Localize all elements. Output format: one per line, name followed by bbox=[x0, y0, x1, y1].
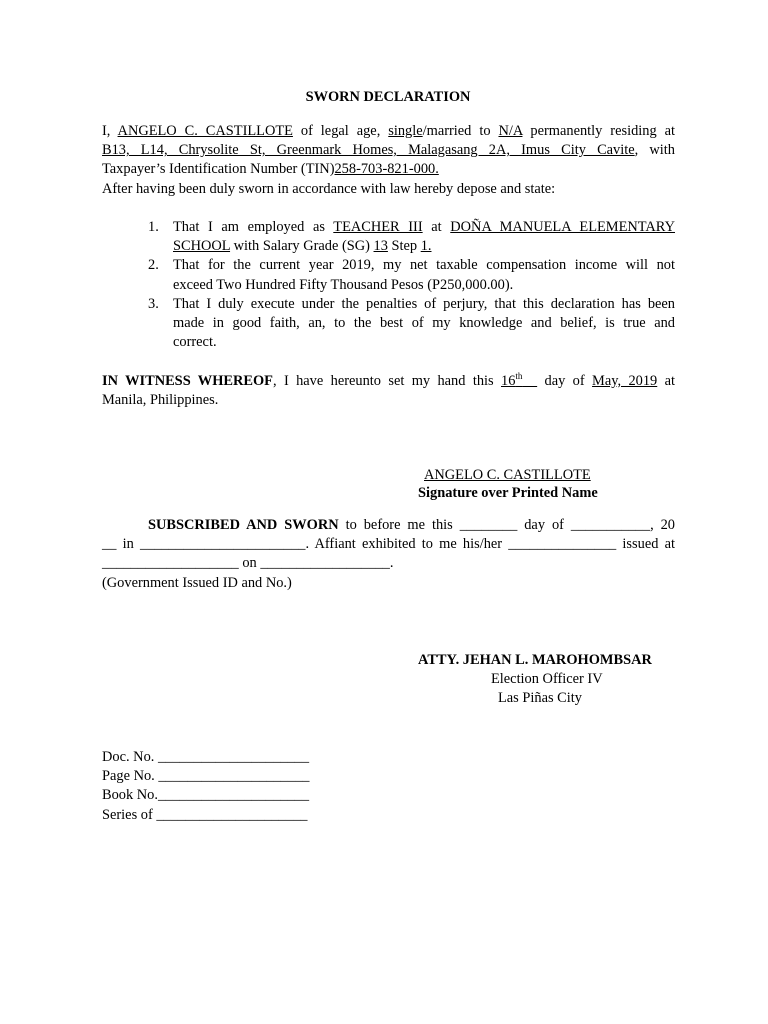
notary-city: Las Piñas City bbox=[498, 690, 582, 707]
list-item bbox=[102, 256, 675, 294]
item-text: Step bbox=[387, 238, 421, 255]
ledger-label: Series of bbox=[102, 806, 157, 823]
jurat-text: on bbox=[238, 555, 261, 572]
witness-day bbox=[501, 373, 537, 389]
day-number: 16 bbox=[501, 373, 516, 389]
spouse-name: N/A bbox=[498, 123, 523, 139]
school-name: SCHOOL bbox=[173, 238, 231, 255]
ledger-blank: _____________________ bbox=[156, 806, 308, 823]
jurat-text: , 20 bbox=[650, 517, 676, 533]
item-number: 2. bbox=[148, 257, 159, 274]
list-item bbox=[102, 218, 675, 256]
intro-text: Taxpayer’s Identification Number (TIN) bbox=[102, 161, 335, 178]
salary-step: 1. bbox=[420, 238, 432, 255]
day-suffix: th bbox=[515, 371, 523, 381]
witness-text: at bbox=[657, 373, 676, 389]
item-line bbox=[173, 237, 675, 256]
item-line: made in good faith, an, to the best of my knowledge and belief, is true and bbox=[173, 315, 675, 332]
item-number: 1. bbox=[148, 219, 159, 235]
ledger-row bbox=[102, 748, 342, 767]
intro-line-4: After having been duly sworn in accordance with law hereby depose and state: bbox=[102, 180, 556, 197]
item-line: correct. bbox=[173, 334, 217, 351]
witness-text: , I have hereunto set my hand this bbox=[272, 373, 501, 389]
document-title: SWORN DECLARATION bbox=[305, 89, 471, 105]
intro-paragraph bbox=[102, 122, 675, 199]
jurat-line-2 bbox=[102, 535, 675, 554]
witness-line-2: Manila, Philippines. bbox=[102, 392, 219, 409]
jurat-text: issued at bbox=[616, 536, 675, 553]
ledger-row bbox=[102, 786, 342, 805]
ledger-label: Doc. No. bbox=[102, 749, 158, 765]
item-line: That I duly execute under the penalties of perjury, that this declaration has been bbox=[173, 295, 675, 312]
item-line: exceed Two Hundred Fifty Thousand Pesos (P250,000.00). bbox=[173, 276, 514, 293]
notary-block bbox=[418, 651, 674, 709]
item-line: That for the current year 2019, my net taxable compensation income will not bbox=[173, 257, 675, 274]
witness-heading: IN WITNESS WHEREOF bbox=[102, 373, 273, 389]
intro-text: /married to bbox=[422, 123, 499, 139]
intro-text: , with bbox=[634, 142, 675, 159]
notary-name: ATTY. JEHAN L. MAROHOMBSAR bbox=[418, 652, 652, 668]
declaration-list bbox=[102, 218, 675, 352]
blank-id: _______________ bbox=[508, 536, 617, 553]
blank-day: ________ bbox=[459, 517, 518, 533]
witness-text: day of bbox=[537, 373, 593, 389]
declarant-name: ANGELO C. CASTILLOTE bbox=[117, 123, 293, 139]
list-item bbox=[102, 295, 675, 353]
tin-number: 258-703-821-000. bbox=[334, 161, 439, 178]
salary-grade: 13 bbox=[373, 238, 388, 255]
ledger-row bbox=[102, 806, 342, 825]
jurat-line-1 bbox=[102, 516, 675, 535]
item-number: 3. bbox=[148, 295, 159, 312]
intro-text: permanently residing at bbox=[522, 123, 675, 139]
ledger-blank: _____________________ bbox=[157, 749, 310, 765]
ledger-row bbox=[102, 767, 342, 786]
jurat-text: day of bbox=[517, 517, 571, 533]
intro-text: I, bbox=[102, 123, 118, 139]
intro-line-3 bbox=[102, 160, 675, 179]
blank-year: __ bbox=[102, 536, 117, 553]
signature-caption: Signature over Printed Name bbox=[418, 485, 598, 501]
jurat-line-3 bbox=[102, 554, 675, 573]
jurat-text: to before me this bbox=[338, 517, 460, 533]
item-text: at bbox=[422, 219, 451, 235]
jurat-paragraph bbox=[102, 516, 675, 593]
jurat-text: . bbox=[389, 555, 394, 572]
blank-place: _______________________ bbox=[140, 536, 306, 553]
jurat-heading: SUBSCRIBED AND SWORN bbox=[148, 517, 339, 533]
affiant-signature-name: ANGELO C. CASTILLOTE bbox=[424, 467, 591, 483]
jurat-line-4: (Government Issued ID and No.) bbox=[102, 574, 292, 591]
jurat-text: . Affiant exhibited to me his/her bbox=[305, 536, 509, 553]
ledger-blank: _____________________ bbox=[157, 787, 310, 804]
address: B13, L14, Chrysolite St, Greenmark Homes, Malagasang 2A, Imus City Cavite bbox=[102, 142, 635, 159]
item-line bbox=[173, 218, 675, 237]
ledger-label: Page No. bbox=[102, 768, 159, 785]
notarial-ledger bbox=[102, 748, 342, 825]
civil-status: single bbox=[388, 123, 423, 139]
blank-issued-at: ___________________ bbox=[102, 555, 239, 572]
intro-text: of legal age, bbox=[292, 123, 389, 139]
witness-paragraph bbox=[102, 372, 675, 410]
intro-line-2 bbox=[102, 141, 675, 160]
blank-month: ___________ bbox=[570, 517, 651, 533]
blank-issued-on: __________________ bbox=[260, 555, 390, 572]
item-text: with Salary Grade (SG) bbox=[230, 238, 374, 255]
notary-title: Election Officer IV bbox=[491, 671, 603, 688]
item-text: That I am employed as bbox=[173, 219, 334, 235]
position: TEACHER III bbox=[333, 219, 423, 235]
ledger-label: Book No. bbox=[102, 787, 158, 804]
witness-line-1 bbox=[102, 372, 675, 391]
school-name: DOÑA MANUELA ELEMENTARY bbox=[450, 219, 675, 235]
intro-line-1 bbox=[102, 122, 675, 141]
ledger-blank: _____________________ bbox=[158, 768, 310, 785]
witness-date: May, 2019 bbox=[592, 373, 658, 389]
jurat-text: in bbox=[116, 536, 140, 553]
